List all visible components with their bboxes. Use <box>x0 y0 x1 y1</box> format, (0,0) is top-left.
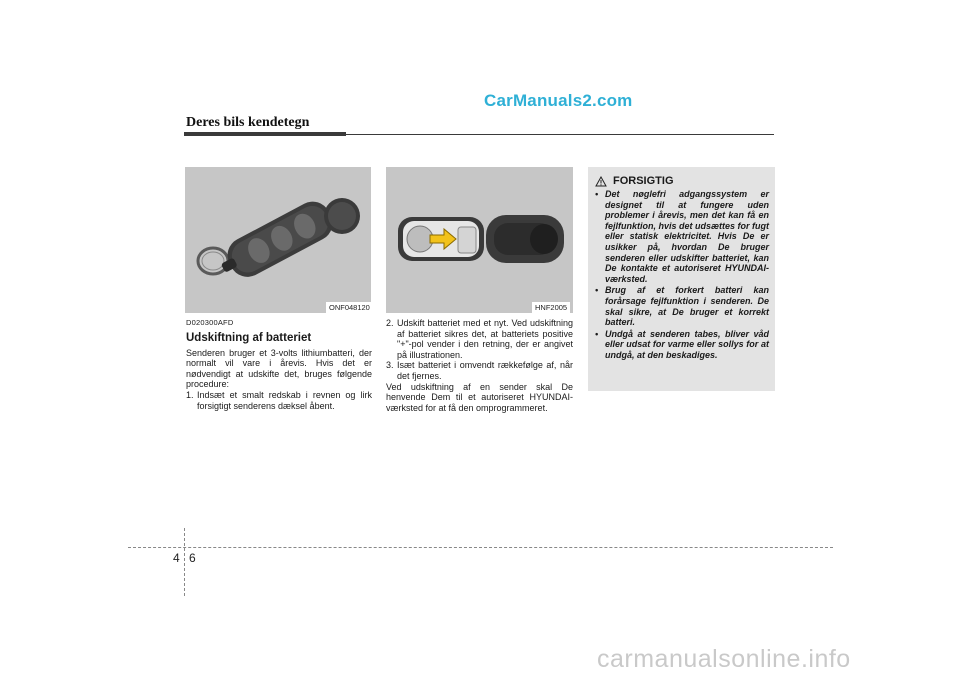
step-2 <box>386 318 573 360</box>
chapter-number: 4 <box>173 551 180 565</box>
key-fob-illustration <box>185 167 371 313</box>
footer-divider <box>184 528 185 596</box>
page-number: 6 <box>189 551 196 565</box>
caution-item-text: Det nøglefri adgangssystem er designet til at fungere uden problemer i årevis, men det kan få en fejlfunktion, hvis det udsættes for fugt eller statisk elektricitet. Hvis De er usikker på, hvordan De bruger senderen eller udskifter batteriet, kan De kontakte et autoriseret HYUNDAI-værksted. <box>605 189 769 284</box>
footer-rule <box>128 547 833 548</box>
step-number: 1. <box>186 389 194 400</box>
watermark-carmanualsonline: carmanualsonline.info <box>597 645 851 673</box>
caution-item-text: Brug af et forkert batteri kan forårsage fejlfunktion i senderen. De skal sikre, at De bruger et korrekt batteri. <box>605 285 769 328</box>
step-number: 2. <box>386 318 394 328</box>
bullet: • <box>595 285 599 296</box>
caution-item <box>595 189 769 284</box>
left-column <box>186 318 372 411</box>
section-code: D020300AFD <box>186 318 234 327</box>
caution-list <box>595 189 769 362</box>
outro-paragraph: Ved udskiftning af en sender skal De henvende Dem til et autoriseret HYUNDAI-værksted for at få den omprogrammeret. <box>386 381 573 413</box>
caution-item-text: Undgå at senderen tabes, bliver våd eller udsat for varme eller sollys for at undgå, at den beskadiges. <box>605 328 769 360</box>
bullet: • <box>595 328 599 339</box>
step-text: Indsæt et smalt redskab i revnen og lirk forsigtigt senderens dæksel åbent. <box>197 389 372 411</box>
caution-header <box>595 175 674 187</box>
bullet: • <box>595 189 599 199</box>
intro-paragraph: Senderen bruger et 3-volts lithiumbatteri, der normalt vil vare i årevis. Hvis det er nødvendigt at udskifte det, bruges følgende procedure: <box>186 347 372 390</box>
header-rule-accent <box>184 132 346 136</box>
step-text: Isæt batteriet i omvendt rækkefølge af, når det fjernes. <box>397 360 573 381</box>
step-1 <box>186 390 372 411</box>
warning-triangle-icon <box>595 176 607 187</box>
figure-caption-middle: HNF2005 <box>532 302 570 313</box>
section-heading: Udskiftning af batteriet <box>186 331 312 344</box>
middle-column <box>386 318 573 413</box>
opened-fob-photo <box>386 167 573 313</box>
caution-item <box>595 329 769 361</box>
watermark-carmanuals2: CarManuals2.com <box>484 91 633 110</box>
section-title: Deres bils kendetegn <box>186 115 310 130</box>
caution-item <box>595 285 769 327</box>
key-fob-photo <box>185 167 371 313</box>
step-text: Udskift batteriet med et nyt. Ved udskiftning af batteriet sikres det, at batteriets positive "+"-pol vender i den retning, der er angivet på illustrationen. <box>397 318 573 360</box>
caution-title: FORSIGTIG <box>613 175 674 187</box>
step-3 <box>386 360 573 381</box>
step-number: 3. <box>386 360 394 371</box>
battery-replacement-illustration <box>386 167 573 313</box>
figure-caption-left: ONF048120 <box>326 302 373 313</box>
